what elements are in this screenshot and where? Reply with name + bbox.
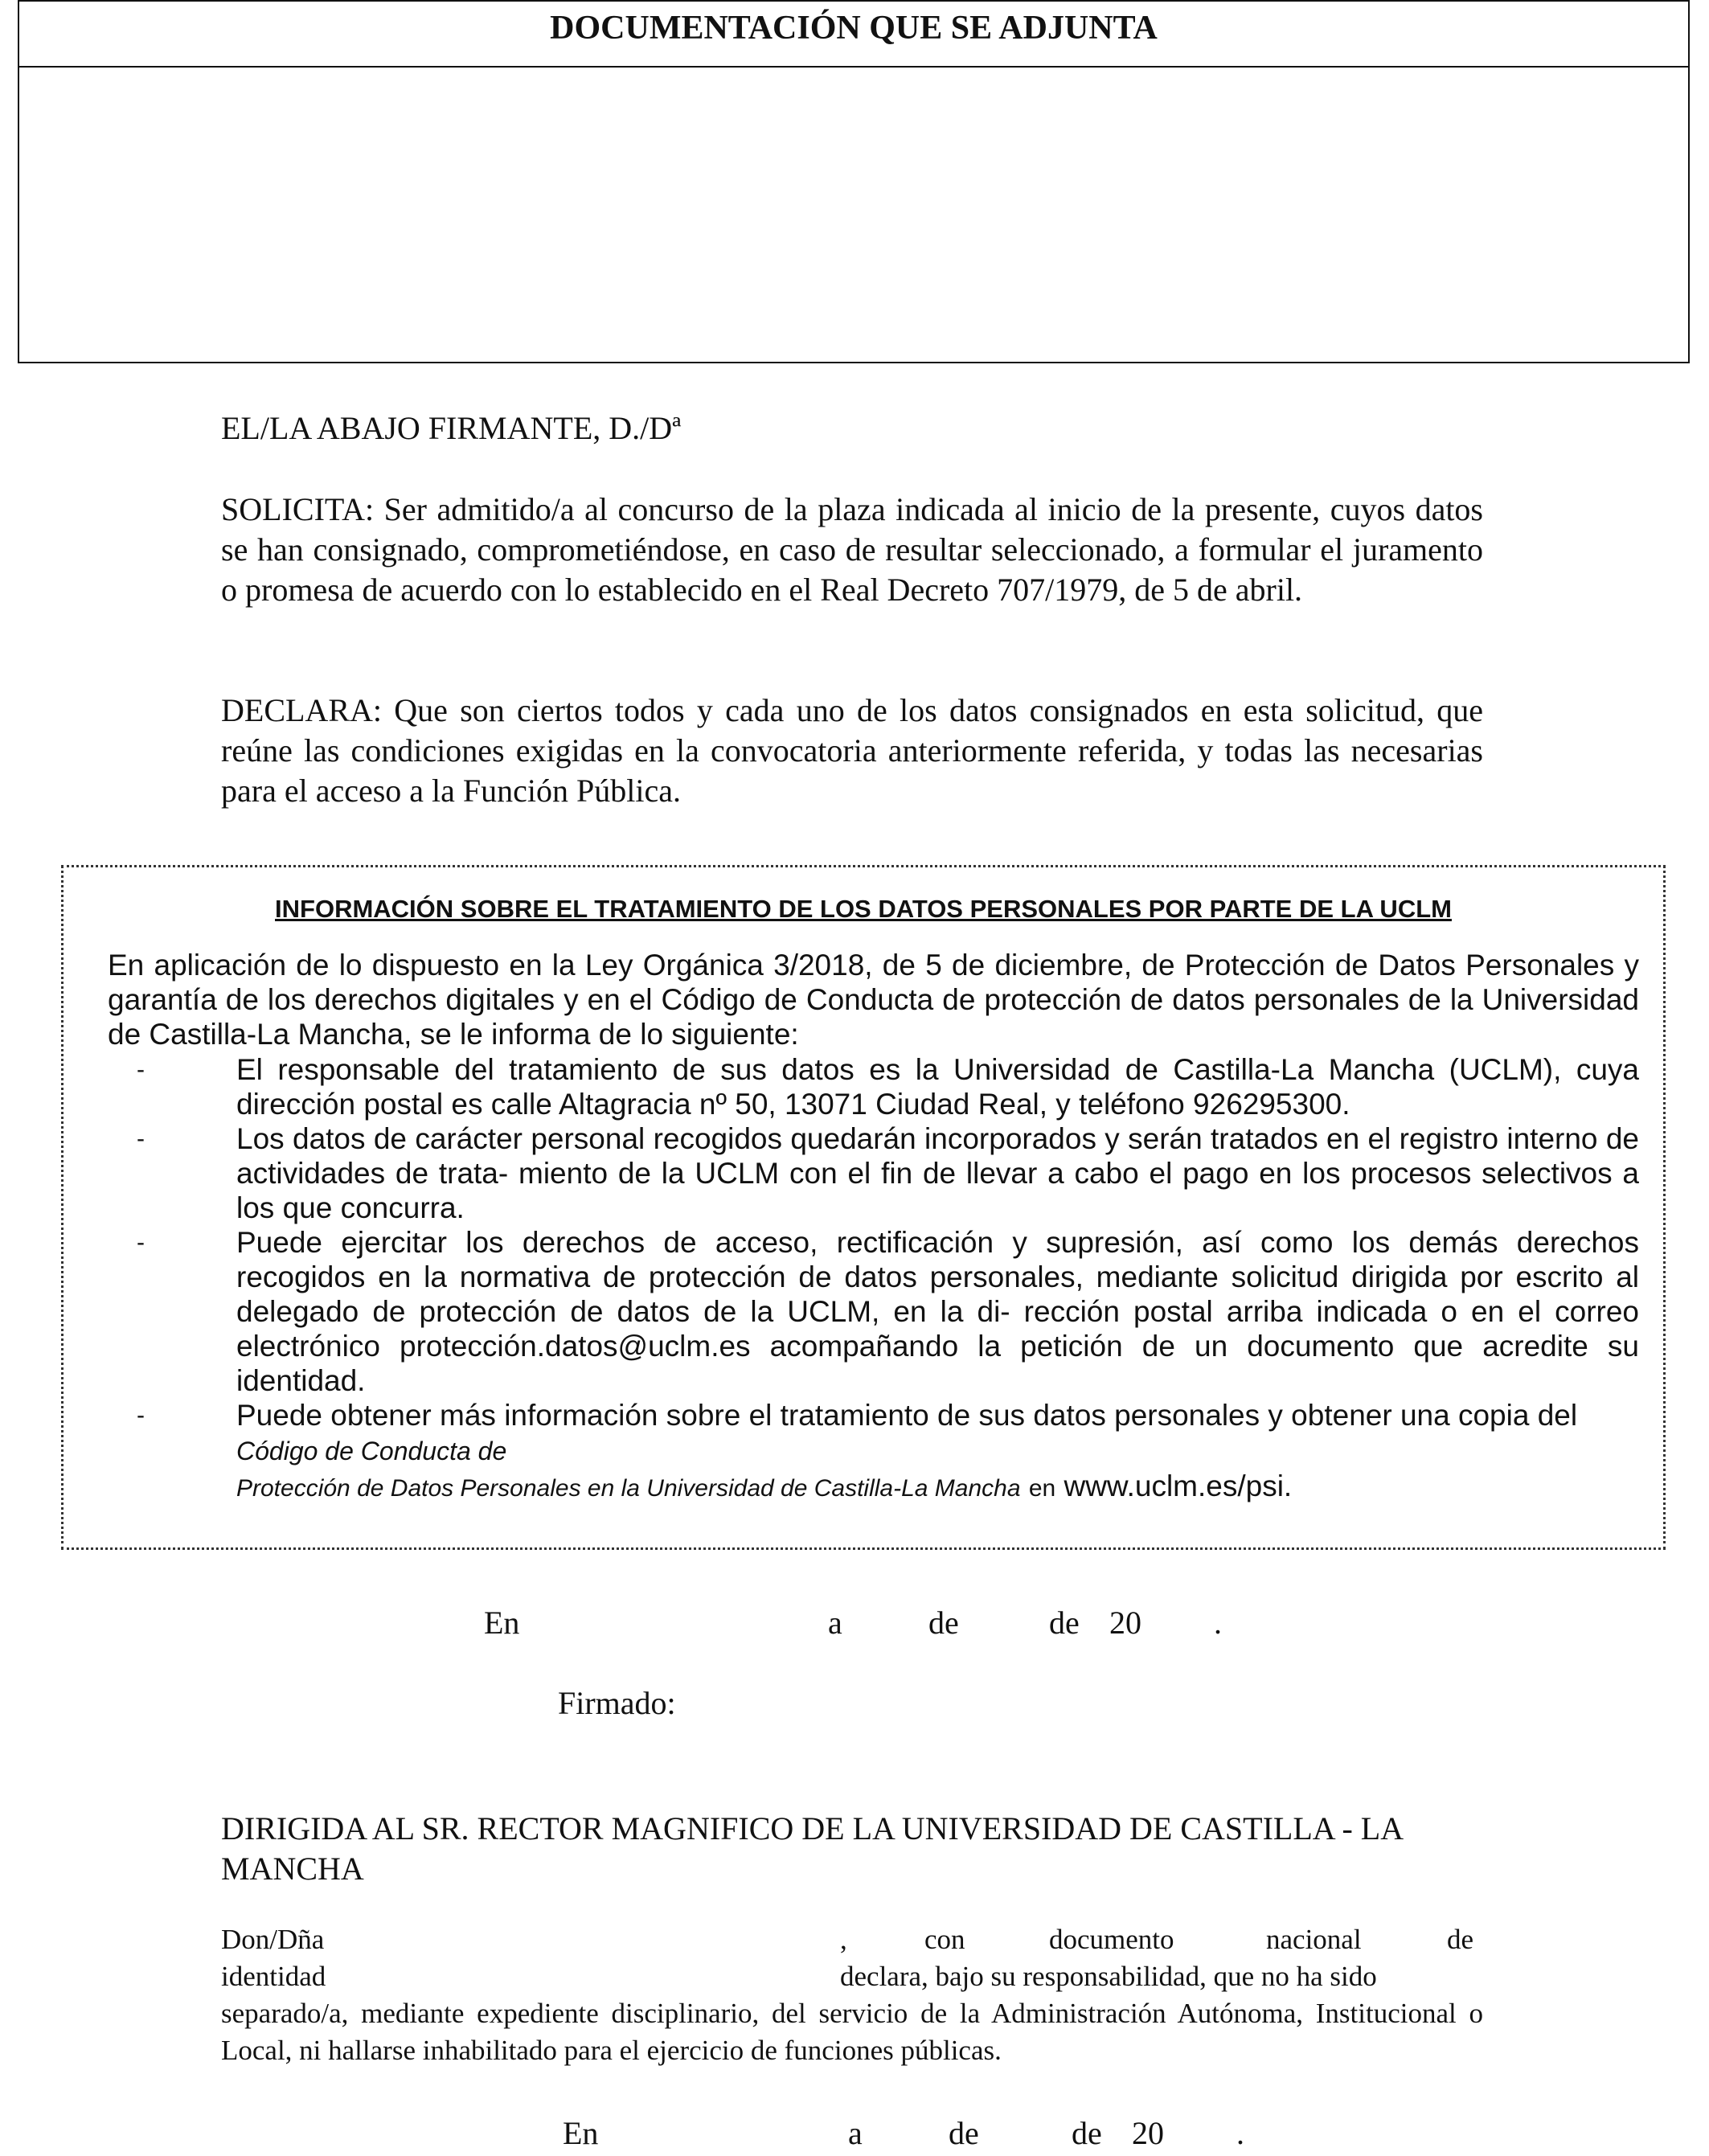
date-de-label-1: de xyxy=(928,1605,959,1641)
attached-documents-area[interactable] xyxy=(19,68,1688,362)
signer-line xyxy=(221,408,1483,449)
privacy-title: INFORMACIÓN SOBRE EL TRATAMIENTO DE LOS DATOS PERSONALES POR PARTE DE LA UCLM xyxy=(275,895,1452,923)
date-de-label-1: de xyxy=(949,2115,979,2151)
date-line-1 xyxy=(0,1604,1709,1642)
declaration-row-2 xyxy=(221,1958,1483,1995)
comma: , xyxy=(840,1924,847,1955)
uclm-psi-link[interactable]: www.uclm.es/psi. xyxy=(1064,1469,1293,1502)
bullet-dash: - xyxy=(137,1229,145,1256)
declaration-rest: separado/a, mediante expediente disciplinario, del servicio de la Administración Autónoma, Institucional o Local, ni hallarse inhabilitado para el ejercicio de funciones públicas. xyxy=(221,1998,1483,2066)
privacy-info-box xyxy=(61,865,1666,1550)
list-item-text: El responsable del tratamiento de sus datos es la Universidad de Castilla-La Mancha (UCLM), cuya dirección postal es calle Altagracia nº 50, 13071 Ciudad Real, y teléfono 926295300. xyxy=(236,1053,1639,1121)
date-a-label: a xyxy=(848,2115,863,2151)
de-word: de xyxy=(1447,1924,1474,1955)
date-a-label: a xyxy=(828,1605,842,1641)
code-of-conduct-subtitle: Protección de Datos Personales en la Universidad de Castilla-La Mancha xyxy=(236,1475,1021,1502)
date-en-label: En xyxy=(484,1605,520,1641)
bullet-dash: - xyxy=(137,1125,145,1152)
declara-paragraph xyxy=(221,691,1483,811)
solicita-text: SOLICITA: Ser admitido/a al concurso de la plaza indicada al inicio de la presente, cuyos datos se han consignado, comprometiéndose, en caso de resultar seleccionado, a formular el juramento o promesa de acuerdo con lo establecido en el Real Decreto 707/1979, de 5 de abril. xyxy=(221,491,1483,608)
privacy-intro: En aplicación de lo dispuesto en la Ley Orgánica 3/2018, de 5 de diciembre, de Protección de Datos Personales y garantía de los derechos digitales y en el Código de Conducta de protección de datos personales de la Universidad de Castilla-La Mancha, se le informa de lo siguiente: xyxy=(108,949,1639,1051)
documento-word: documento xyxy=(1049,1924,1174,1955)
declaration-row-1 xyxy=(221,1921,1483,1958)
date-year-prefix: 20 xyxy=(1109,1605,1141,1641)
addressee-line-1: DIRIGIDA AL SR. RECTOR MAGNIFICO DE LA UNIVERSIDAD DE CASTILLA - LA xyxy=(221,1810,1404,1847)
code-of-conduct-title: Código de Conducta de xyxy=(236,1437,507,1465)
list-item xyxy=(108,1052,1639,1121)
date-end-dot: . xyxy=(1214,1605,1222,1641)
solicita-paragraph xyxy=(221,490,1483,610)
signer-line-text: EL/LA ABAJO FIRMANTE, D./Dª xyxy=(221,410,682,446)
list-item xyxy=(108,1225,1639,1398)
list-item-text: Puede obtener más información sobre el tratamiento de sus datos personales y obtener una copia del xyxy=(236,1399,1578,1432)
bullet-dash: - xyxy=(137,1056,145,1083)
date-line-2 xyxy=(0,2114,1709,2153)
don-label: Don/Dña xyxy=(221,1924,325,1955)
addressee-block xyxy=(221,1809,1483,1889)
list-item-text: Los datos de carácter personal recogidos quedarán incorporados y serán tratados en el registro interno de actividades de trata- miento de la UCLM con el fin de llevar a cabo el pago en los procesos selectivos a los que concurra. xyxy=(236,1122,1639,1224)
declara-responsabilidad: declara, bajo su responsabilidad, que no ha sido xyxy=(840,1961,1377,1992)
list-item-text: Puede ejercitar los derechos de acceso, rectificación y supresión, así como los demás derechos recogidos en la normativa de protección de datos personales, mediante solicitud dirigida por escrito al delegado de protección de datos de la UCLM, en la di- rección postal arriba indicada o en el correo electrónico protección.datos@uclm.es acompañando la petición de un documento que acredite su identidad. xyxy=(236,1226,1639,1397)
date-year-prefix: 20 xyxy=(1132,2115,1164,2151)
date-en-label: En xyxy=(563,2115,599,2151)
attached-documents-box xyxy=(18,0,1690,363)
attached-documents-title: DOCUMENTACIÓN QUE SE ADJUNTA xyxy=(19,2,1688,68)
privacy-list xyxy=(108,1052,1639,1506)
signed-label: Firmado: xyxy=(558,1685,676,1721)
list-item xyxy=(108,1398,1639,1506)
identidad-label: identidad xyxy=(221,1961,326,1992)
bullet-dash: - xyxy=(137,1402,145,1428)
connector-text: en xyxy=(1028,1475,1056,1502)
nacional-word: nacional xyxy=(1266,1924,1362,1955)
declara-text: DECLARA: Que son ciertos todos y cada uno de los datos consignados en esta solicitud, que reúne las condiciones exigidas en la convocatoria anteriormente referida, y todas las necesarias para el acceso a la Función Pública. xyxy=(221,692,1483,809)
list-item xyxy=(108,1121,1639,1225)
declaration-block xyxy=(221,1921,1483,2069)
date-de-label-2: de xyxy=(1072,2115,1102,2151)
date-de-label-2: de xyxy=(1049,1605,1080,1641)
date-end-dot: . xyxy=(1236,2115,1244,2151)
addressee-line-2: MANCHA xyxy=(221,1851,364,1887)
con-word: con xyxy=(924,1924,965,1955)
